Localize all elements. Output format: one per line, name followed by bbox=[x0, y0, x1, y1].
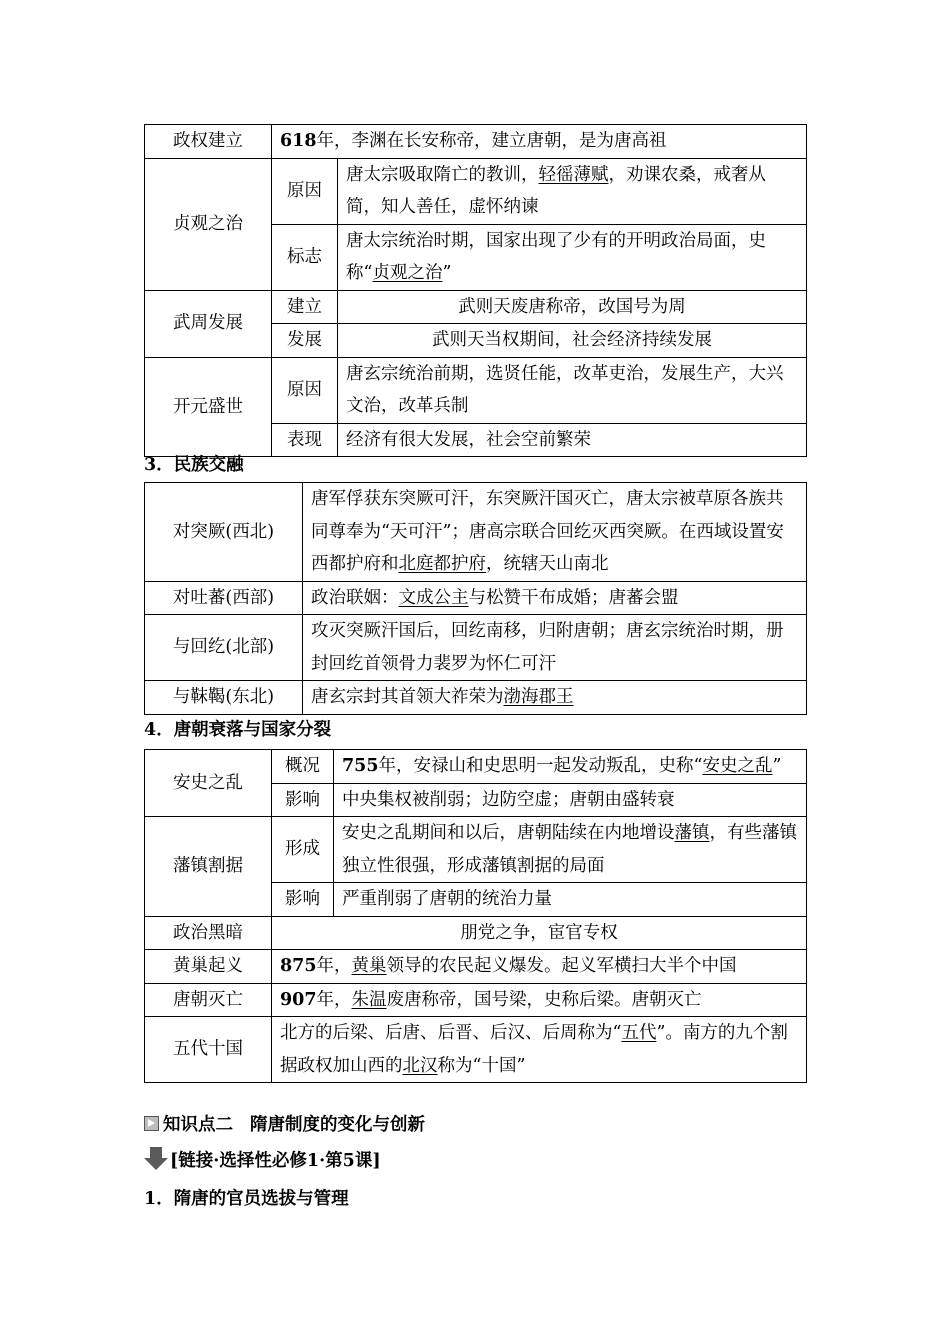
sub-label: 标志 bbox=[272, 224, 338, 290]
table-row bbox=[145, 483, 807, 582]
table-row bbox=[145, 750, 807, 784]
row-label: 开元盛世 bbox=[145, 357, 272, 457]
underlined-term: 北汉 bbox=[402, 1055, 438, 1076]
link-number: 1 bbox=[306, 1151, 320, 1171]
row-label: 唐朝灭亡 bbox=[145, 983, 272, 1017]
sub-label: 影响 bbox=[272, 783, 334, 817]
text-segment: 唐军俘获东突厥可汗，东突厥汗国灭亡，唐太宗被草原各族共同尊奉为“天可汗”；唐高宗联合回纥灭西突厥。在西域设置安西都护府和 bbox=[311, 489, 784, 574]
row-label: 政权建立 bbox=[145, 125, 272, 159]
row-content bbox=[272, 916, 807, 950]
link-text: [链接·选择性必修 bbox=[170, 1151, 307, 1171]
underlined-term: 安史之乱 bbox=[702, 756, 773, 776]
row-content bbox=[272, 1017, 807, 1083]
row-label: 与回纥(北部) bbox=[145, 615, 303, 681]
table-row bbox=[145, 1017, 807, 1083]
year-number: 875 bbox=[280, 956, 317, 976]
text-segment: 朋党之争，宦官专权 bbox=[460, 922, 618, 943]
text-segment: 废唐称帝，国号梁，史称后梁。唐朝灭亡 bbox=[386, 989, 702, 1010]
table-row bbox=[145, 357, 807, 423]
heading-separator: ． bbox=[156, 720, 174, 740]
table-row bbox=[145, 581, 807, 615]
text-segment: 政治联姻： bbox=[311, 587, 399, 608]
heading-number: 4 bbox=[144, 720, 157, 740]
sub-label: 表现 bbox=[272, 423, 338, 457]
knowledge-point-heading bbox=[144, 1110, 425, 1140]
underlined-term: 贞观之治 bbox=[372, 263, 443, 283]
underlined-term: 藩镇 bbox=[674, 823, 710, 843]
table-ethnic-integration bbox=[144, 482, 807, 715]
sub-label: 影响 bbox=[272, 883, 334, 917]
table-row bbox=[145, 950, 807, 984]
row-content bbox=[334, 817, 807, 883]
row-label: 与靺鞨(东北) bbox=[145, 681, 303, 715]
row-label: 武周发展 bbox=[145, 290, 272, 357]
link-number-2: 5 bbox=[342, 1151, 355, 1171]
heading-separator: ． bbox=[156, 455, 174, 475]
sub-label: 发展 bbox=[272, 324, 338, 358]
down-arrow-icon bbox=[144, 1147, 168, 1171]
row-content bbox=[334, 883, 807, 917]
underlined-term: 五代 bbox=[621, 1023, 657, 1043]
row-content bbox=[303, 581, 807, 615]
underlined-term: 朱温 bbox=[351, 989, 387, 1010]
text-segment: 唐玄宗统治前期，选贤任能，改革吏治，发展生产，大兴文治，改革兵制 bbox=[346, 363, 784, 416]
heading-text: 隋唐的官员选拔与管理 bbox=[173, 1189, 349, 1209]
row-label: 黄巢起义 bbox=[145, 950, 272, 984]
text-segment: 武则天废唐称帝，改国号为周 bbox=[458, 296, 686, 317]
table-row bbox=[145, 615, 807, 681]
section-heading-4 bbox=[144, 715, 331, 745]
text-segment: 北方的后梁、后唐、后晋、后汉、后周称为“ bbox=[280, 1023, 622, 1043]
text-segment: ” bbox=[442, 263, 452, 283]
heading-separator: ． bbox=[156, 1189, 174, 1209]
table-tang-decline bbox=[144, 749, 807, 1083]
table-row bbox=[145, 983, 807, 1017]
table-row bbox=[145, 916, 807, 950]
section-heading-3 bbox=[144, 450, 244, 480]
text-segment: 严重削弱了唐朝的统治力量 bbox=[342, 889, 552, 909]
row-label: 贞观之治 bbox=[145, 158, 272, 290]
row-content bbox=[338, 423, 807, 457]
knowledge-point-title: 隋唐制度的变化与创新 bbox=[250, 1115, 425, 1135]
heading-text: 唐朝衰落与国家分裂 bbox=[173, 720, 332, 740]
text-segment: 安史之乱期间和以后，唐朝陆续在内地增设 bbox=[342, 823, 675, 843]
text-segment: ，有些藩镇独立性很强，形成藩镇割据的局面 bbox=[342, 823, 797, 876]
row-content bbox=[338, 290, 807, 324]
sub-label: 建立 bbox=[272, 290, 338, 324]
link-reference bbox=[144, 1146, 381, 1176]
year-number: 755 bbox=[342, 756, 379, 776]
row-content bbox=[338, 158, 807, 224]
row-content bbox=[272, 983, 807, 1017]
text-segment: 与松赞干布成婚；唐蕃会盟 bbox=[468, 587, 679, 608]
text-segment: ，统辖天山南北 bbox=[486, 554, 609, 574]
table-row bbox=[145, 125, 807, 159]
heading-number: 3 bbox=[144, 455, 157, 475]
underlined-term: 北庭都护府 bbox=[398, 554, 486, 574]
row-label: 对吐蕃(西部) bbox=[145, 581, 303, 615]
text-segment: 年，李渊在长安称帝，建立唐朝，是为唐高祖 bbox=[316, 131, 667, 151]
sub-label: 形成 bbox=[272, 817, 334, 883]
heading-number: 1 bbox=[144, 1189, 157, 1209]
row-label: 藩镇割据 bbox=[145, 817, 272, 917]
table-row bbox=[145, 817, 807, 883]
row-content bbox=[272, 125, 807, 159]
text-segment: 武则天当权期间，社会经济持续发展 bbox=[432, 330, 712, 350]
row-content bbox=[334, 783, 807, 817]
row-content bbox=[338, 224, 807, 290]
row-label: 五代十国 bbox=[145, 1017, 272, 1083]
year-number: 907 bbox=[280, 989, 317, 1010]
row-content bbox=[338, 357, 807, 423]
section-heading-1 bbox=[144, 1184, 349, 1214]
text-segment: ”。南方的九个割据政权加山西的 bbox=[280, 1023, 788, 1076]
year-number: 618 bbox=[280, 131, 317, 151]
text-segment: 唐太宗统治时期，国家出现了少有的开明政治局面，史称“ bbox=[346, 230, 766, 283]
row-content bbox=[272, 950, 807, 984]
text-segment: 称为“十国” bbox=[437, 1055, 526, 1076]
underlined-term: 渤海郡王 bbox=[503, 687, 574, 707]
text-segment: ” bbox=[772, 756, 782, 776]
text-segment: 攻灭突厥汗国后，回纥南移，归附唐朝；唐玄宗统治时期，册封回纥首领骨力裴罗为怀仁可汗 bbox=[311, 621, 784, 674]
link-text-2: 第 bbox=[325, 1151, 343, 1171]
heading-text: 民族交融 bbox=[173, 455, 244, 475]
text-segment: 唐玄宗封其首领大祚荣为 bbox=[311, 687, 504, 707]
play-triangle-icon bbox=[144, 1116, 159, 1131]
row-content bbox=[338, 324, 807, 358]
underlined-term: 黄巢 bbox=[351, 956, 387, 976]
underlined-term: 文成公主 bbox=[398, 587, 469, 608]
text-segment: 年，安禄山和史思明一起发动叛乱，史称“ bbox=[378, 756, 703, 776]
text-segment: 经济有很大发展，社会空前繁荣 bbox=[346, 429, 591, 450]
table-row bbox=[145, 290, 807, 324]
knowledge-point-label: 知识点二 bbox=[163, 1115, 233, 1135]
row-content bbox=[303, 615, 807, 681]
row-content bbox=[303, 483, 807, 582]
text-segment: 年， bbox=[316, 956, 352, 976]
sub-label: 原因 bbox=[272, 158, 338, 224]
underlined-term: 轻徭薄赋 bbox=[538, 164, 609, 185]
text-segment: 领导的农民起义爆发。起义军横扫大半个中国 bbox=[386, 956, 737, 976]
row-label: 安史之乱 bbox=[145, 750, 272, 817]
text-segment: ，劝课农桑，戒奢从简，知人善任，虚怀纳谏 bbox=[346, 164, 766, 217]
row-content bbox=[303, 681, 807, 715]
table-row bbox=[145, 158, 807, 224]
text-segment: 唐太宗吸取隋亡的教训， bbox=[346, 164, 539, 185]
row-content bbox=[334, 750, 807, 784]
row-label: 政治黑暗 bbox=[145, 916, 272, 950]
sub-label: 概况 bbox=[272, 750, 334, 784]
link-dot: · bbox=[319, 1151, 326, 1171]
text-segment: 年， bbox=[316, 989, 352, 1010]
sub-label: 原因 bbox=[272, 357, 338, 423]
link-text-3: 课] bbox=[354, 1151, 381, 1171]
table-tang-prosperity bbox=[144, 124, 807, 457]
table-row bbox=[145, 681, 807, 715]
row-label: 对突厥(西北) bbox=[145, 483, 303, 582]
text-segment: 中央集权被削弱；边防空虚；唐朝由盛转衰 bbox=[342, 789, 675, 810]
